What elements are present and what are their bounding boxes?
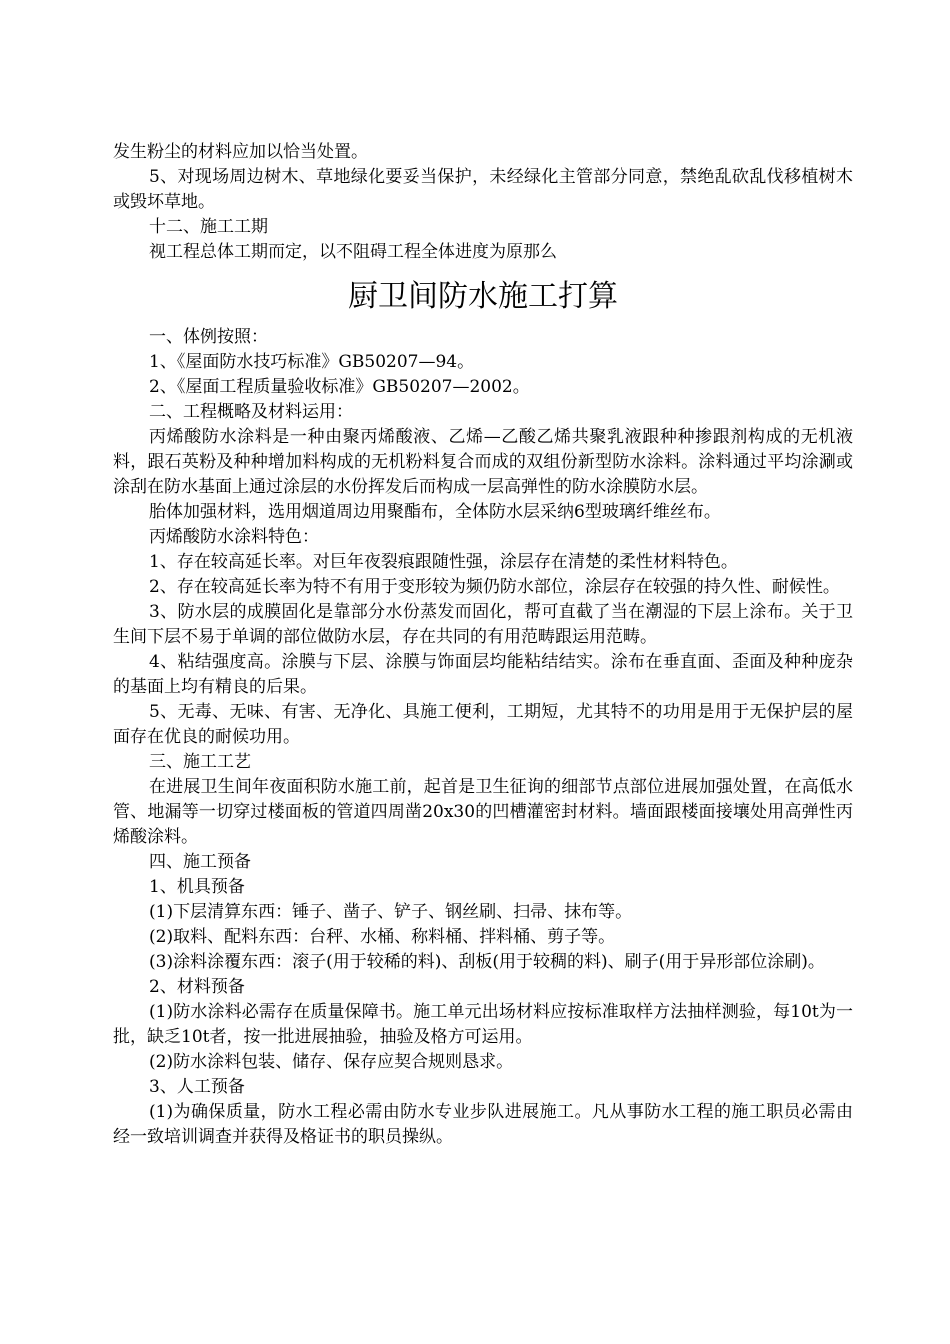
document-title: 厨卫间防水施工打算 (348, 279, 618, 314)
paragraph: 二、工程概略及材料运用： (149, 402, 353, 422)
section-before-title (113, 140, 853, 265)
paragraph: (2)防水涂料包装、储存、保存应契合规则恳求。 (149, 1052, 514, 1072)
paragraph: 1、存在较高延长率。对巨年夜裂痕跟随性强，涂层存在清楚的柔性材料特色。 (149, 552, 738, 572)
paragraph: 5、对现场周边树木、草地绿化要妥当保护，未经绿化主管部分同意，禁绝乱砍乱伐移植树木或毁坏草地。 (113, 167, 853, 212)
paragraph: 4、粘结强度高。涂膜与下层、涂膜与饰面层均能粘结结实。涂布在垂直面、歪面及种种庞杂的基面上均有精良的后果。 (113, 652, 853, 697)
paragraph: 5、无毒、无味、有害、无净化、具施工便利，工期短，尤其特不的功用是用于无保护层的屋面存在优良的耐候功用。 (113, 702, 853, 747)
paragraph: 3、人工预备 (149, 1077, 245, 1097)
paragraph: 视工程总体工期而定，以不阻碍工程全体进度为原那么 (149, 242, 557, 262)
paragraph: 2、《屋面工程质量验收标准》GB50207—2002。 (149, 377, 530, 397)
paragraph: 1、机具预备 (149, 877, 245, 897)
paragraph: 2、材料预备 (149, 977, 245, 997)
paragraph: 四、施工预备 (149, 852, 251, 872)
paragraph: 在进展卫生间年夜面积防水施工前，起首是卫生征询的细部节点部位进展加强处置，在高低水管、地漏等一切穿过楼面板的管道四周凿20x30的凹槽灌密封材料。墙面跟楼面接壤处用高弹性丙烯酸涂料。 (113, 777, 853, 847)
paragraph: 一、体例按照： (149, 327, 268, 347)
paragraph: (2)取料、配料东西：台秤、水桶、称料桶、拌料桶、剪子等。 (149, 927, 616, 947)
paragraph: 丙烯酸防水涂料特色： (149, 527, 319, 547)
paragraph: 十二、施工工期 (149, 217, 268, 237)
paragraph: (1)为确保质量，防水工程必需由防水专业步队进展施工。凡从事防水工程的施工职员必需由经一致培训调查并获得及格证书的职员操纵。 (113, 1102, 853, 1147)
paragraph: 丙烯酸防水涂料是一种由聚丙烯酸液、乙烯—乙酸乙烯共聚乳液跟种种掺跟剂构成的无机液料，跟石英粉及种种增加料构成的无机粉料复合而成的双组份新型防水涂料。涂料通过平均涂涮或涂刮在防水基面上通过涂层的水份挥发后而构成一层高弹性的防水涂膜防水层。 (113, 427, 853, 497)
section-after-title (113, 325, 853, 1150)
paragraph: 2、存在较高延长率为特不有用于变形较为频仍防水部位，涂层存在较强的持久性、耐候性。 (149, 577, 840, 597)
paragraph: (3)涂料涂覆东西：滚子(用于较稀的料)、刮板(用于较稠的料)、刷子(用于异形部位涂刷)。 (149, 952, 825, 972)
paragraph: 1、《屋面防水技巧标准》GB50207—94。 (149, 352, 475, 372)
paragraph: (1)防水涂料必需存在质量保障书。施工单元出场材料应按标准取样方法抽样测验，每10t为一批，缺乏10t者，按一批进展抽验，抽验及格方可运用。 (113, 1002, 853, 1047)
paragraph: 三、施工工艺 (149, 752, 251, 772)
paragraph: 3、防水层的成膜固化是靠部分水份蒸发而固化，帮可直截了当在潮湿的下层上涂布。关于卫生间下层不易于单调的部位做防水层，存在共同的有用范畴跟运用范畴。 (113, 602, 853, 647)
paragraph: (1)下层清算东西：锤子、凿子、铲子、钢丝刷、扫帚、抹布等。 (149, 902, 633, 922)
paragraph: 发生粉尘的材料应加以恰当处置。 (113, 142, 368, 162)
paragraph: 胎体加强材料，选用烟道周边用聚酯布，全体防水层采纳6型玻璃纤维丝布。 (149, 502, 721, 522)
document-body (113, 140, 853, 1150)
